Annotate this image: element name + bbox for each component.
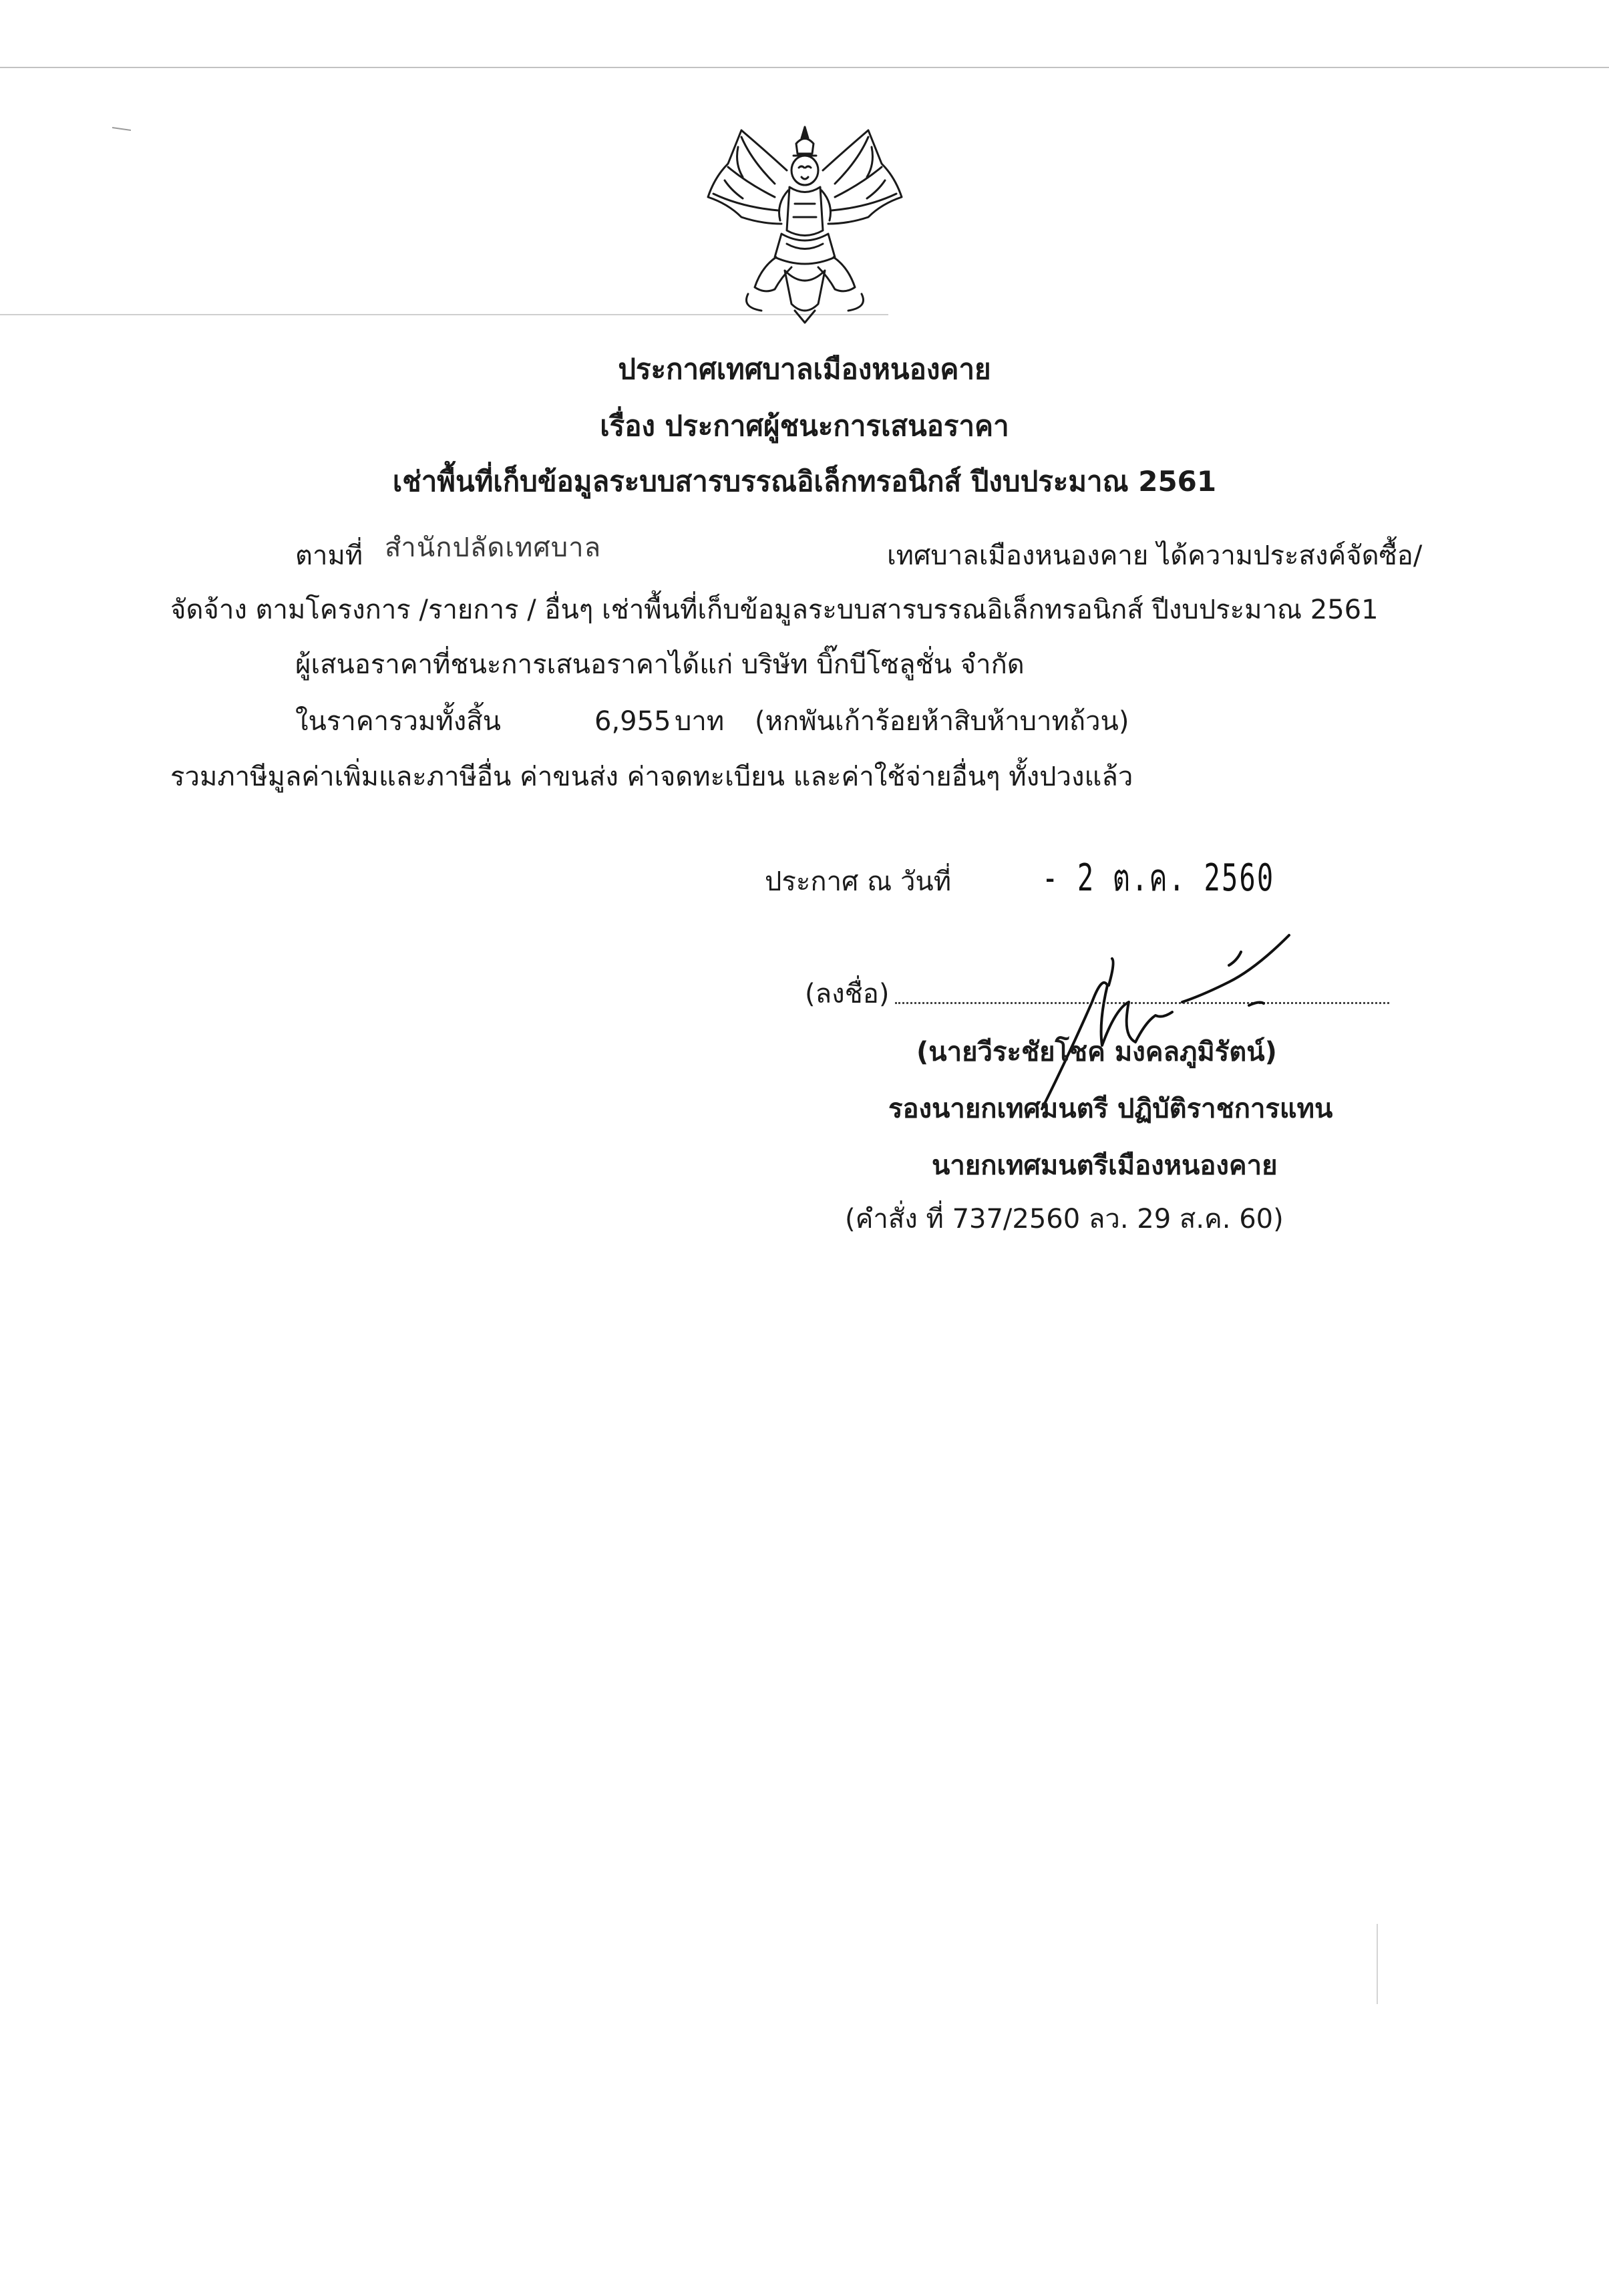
sign-label: (ลงชื่อ) xyxy=(805,979,890,1009)
announcement-project: เช่าพื้นที่เก็บข้อมูลระบบสารบรรณอิเล็กทรอนิกส์ ปีงบประมาณ 2561 xyxy=(392,465,1217,498)
procurement-project-line: จัดจ้าง ตามโครงการ /รายการ / อื่นๆ เช่าพื้นที่เก็บข้อมูลระบบสารบรรณอิเล็กทรอนิกส์ ปีงบประมาณ 2561 xyxy=(170,595,1379,625)
signer-position-line2: นายกเทศมนตรีเมืองหนองคาย xyxy=(932,1150,1278,1181)
date-stamp: - 2 ต.ค. 2560 xyxy=(1042,856,1275,900)
order-reference: (คำสั่ง ที่ 737/2560 ลว. 29 ส.ค. 60) xyxy=(845,1204,1284,1235)
date-label: ประกาศ ณ วันที่ xyxy=(765,866,952,897)
price-in-words: (หกพันเก้าร้อยห้าสิบห้าบาทถ้วน) xyxy=(755,706,1129,737)
according-unit-filled: สำนักปลัดเทศบาล xyxy=(385,532,602,563)
announcement-subject: เรื่อง ประกาศผู้ชนะการเสนอราคา xyxy=(600,409,1009,442)
according-text: เทศบาลเมืองหนองคาย ได้ความประสงค์จัดซื้อ/ xyxy=(887,540,1423,571)
signer-name: (นายวีระชัยโชค มงคลภูมิรัตน์) xyxy=(916,1037,1277,1068)
price-label: ในราคารวมทั้งสิ้น xyxy=(295,706,502,737)
vat-included-note: รวมภาษีมูลค่าเพิ่มและภาษีอื่น ค่าขนส่ง ค่าจดทะเบียน และค่าใช้จ่ายอื่นๆ ทั้งปวงแล้ว xyxy=(170,762,1133,792)
scan-artifact-line xyxy=(0,67,1609,68)
price-unit: บาท xyxy=(675,706,725,737)
price-amount: 6,955 xyxy=(594,706,671,737)
according-label: ตามที่ xyxy=(295,540,363,571)
winner-line: ผู้เสนอราคาที่ชนะการเสนอราคาได้แก่ บริษัท บิ๊กบีโซลูชั่น จำกัด xyxy=(295,649,1025,680)
garuda-emblem-icon xyxy=(701,124,908,324)
scan-artifact-line xyxy=(1377,1924,1378,2004)
announcement-title: ประกาศเทศบาลเมืองหนองคาย xyxy=(618,353,991,385)
scan-speck xyxy=(112,127,131,131)
signer-position: รองนายกเทศมนตรี ปฏิบัติราชการแทน xyxy=(888,1094,1333,1124)
handwritten-signature xyxy=(1029,922,1309,1116)
